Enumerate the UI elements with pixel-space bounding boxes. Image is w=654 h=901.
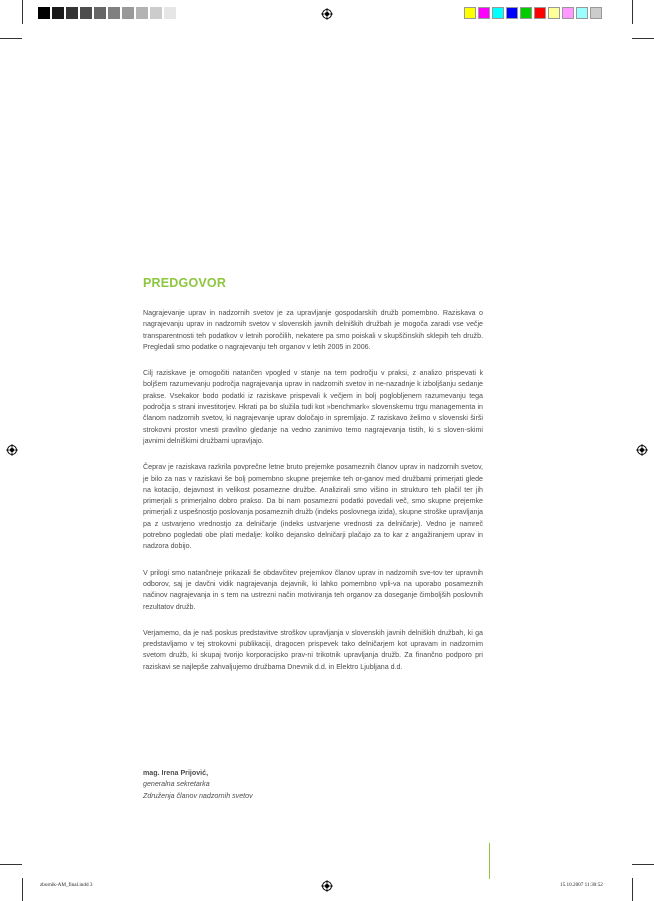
color-bar-swatch	[506, 7, 518, 19]
body-text	[143, 308, 483, 688]
paragraph: Čeprav je raziskava razkrila povprečne letne bruto prejemke posameznih članov uprav in nadzornih svetov, je bilo za nas v raziskavi še bolj pomembno skupne prejemke teh or-ganov med družbami primerjati glede na kotacijo, dejavnost in velikost posamezne družbe. Analizirali smo višino in strukturo teh plačil ter jih primerjali s primerjalno dobro prakso. Da bi nam posamezni podatki povedali več, smo skupne prejemke primerjali z uspešnostjo poslovanja posameznih družb (indeks poslovnega izida), skupne stroške upravljanja pa z ustvarjeno vrednostjo za delničarje (indeks ustvarjene vrednosti za delničarje). Vedno je namreč potrebno pogledati obe plati medalje: koliko dejansko delničarji plačajo za to kar z angažiranjem uprav in nadzora dobijo.	[143, 463, 483, 551]
signature-name: mag. Irena Prijović,	[143, 769, 209, 777]
gray-bar-swatch	[38, 7, 50, 19]
color-bar-swatch	[534, 7, 546, 19]
registration-mark-icon	[321, 880, 333, 892]
crop-mark	[632, 0, 633, 24]
crop-mark	[0, 38, 22, 39]
color-bar-swatch	[590, 7, 602, 19]
registration-mark-icon	[6, 444, 18, 456]
color-bar-swatch	[562, 7, 574, 19]
page-title: PREDGOVOR	[143, 276, 227, 290]
color-bar-swatch	[464, 7, 476, 19]
crop-mark	[632, 38, 654, 39]
crop-mark	[22, 0, 23, 24]
slug-timestamp: 15.10.2007 11:30:52	[560, 882, 603, 888]
gray-bar-swatch	[150, 7, 162, 19]
signature-block	[143, 768, 253, 802]
crop-mark	[0, 864, 22, 865]
color-bar-swatch	[520, 7, 532, 19]
registration-mark-icon	[321, 8, 333, 20]
slug-filename: zbornik-AM_final.indd 3	[40, 882, 93, 888]
registration-mark-icon	[636, 444, 648, 456]
color-bar-swatch	[548, 7, 560, 19]
paragraph: Verjamemo, da je naš poskus predstavitve stroškov upravljanja v slovenskih javnih delniških družbah, ki ga predstavljamo v tej strokovni publikaciji, dragocen prispevek tako delničarjem kot upravam in nadzornim svetom družb, ki skupaj tvorijo korporacijsko prav-ni trikotnik upravljanja družb. Za finančno podporo pri raziskavi se najlepše zahvaljujemo družbama Dnevnik d.d. in Elektro Ljubljana d.d.	[143, 628, 483, 671]
page-accent-rule	[489, 843, 490, 879]
paragraph: Cilj raziskave je omogočiti natančen vpogled v stanje na tem področju v praksi, z analizo prispevati k boljšem razumevanju področja nagrajevanja uprav in nadzornih svetov in ne-nazadnje k izboljšanju sedanje prakse. Vsekakor bodo podatki iz raziskave prispevali k večjem in bolj poglobljenem razumevanju tega področja s strani investitorjev. Hkrati pa bo služila tudi kot »benchmark« slovenskemu trgu managementa in članom nadzornih svetov, ki nagrajevanje uprav določajo in spremljajo. Z raziskavo želimo v slovenski širši strokovni prostor vnesti pravilno gledanje na vedno zanimivo temo nagrajevanja tistih, ki s sloven-skimi javnimi delniškimi družbami upravljajo.	[143, 369, 483, 445]
crop-mark	[632, 864, 654, 865]
color-bar-swatch	[492, 7, 504, 19]
color-bar-swatch	[478, 7, 490, 19]
gray-bar-swatch	[136, 7, 148, 19]
paragraph: V prilogi smo natančneje prikazali še obdavčitev prejemkov članov uprav in nadzornih sve-tov ter upravnih odborov, saj je davčni vidik nagrajevanja dejavnik, ki lahko pomembno vpli-va na uporabo posameznih načinov nagrajevanja in s tem na ustrezni način motiviranja teh organov za doseganje čimboljših poslovnih rezultatov družb.	[143, 568, 483, 611]
signature-role: generalna sekretarka	[143, 780, 210, 789]
gray-bar-swatch	[164, 7, 176, 19]
color-bar-swatch	[576, 7, 588, 19]
crop-mark	[632, 878, 633, 901]
gray-bar-swatch	[80, 7, 92, 19]
crop-mark	[22, 878, 23, 901]
gray-bar-swatch	[122, 7, 134, 19]
paragraph: Nagrajevanje uprav in nadzornih svetov je za upravljanje gospodarskih družb pomembno. Raziskava o nagrajevanju uprav in nadzornih svetov v slovenskih javnih delniških družbah je mogoča zaradi vse večje transparentnosti teh podatkov v letnih poročilih, nekatere pa smo poiskali v skupščinskih sklepih teh družb. Pregledali smo podatke o nagrajevanju teh organov v letih 2005 in 2006.	[143, 309, 483, 351]
gray-bar-swatch	[66, 7, 78, 19]
gray-bar-swatch	[108, 7, 120, 19]
gray-bar-swatch	[94, 7, 106, 19]
gray-bar-swatch	[52, 7, 64, 19]
signature-organization: Združenja članov nadzornih svetov	[143, 791, 253, 800]
